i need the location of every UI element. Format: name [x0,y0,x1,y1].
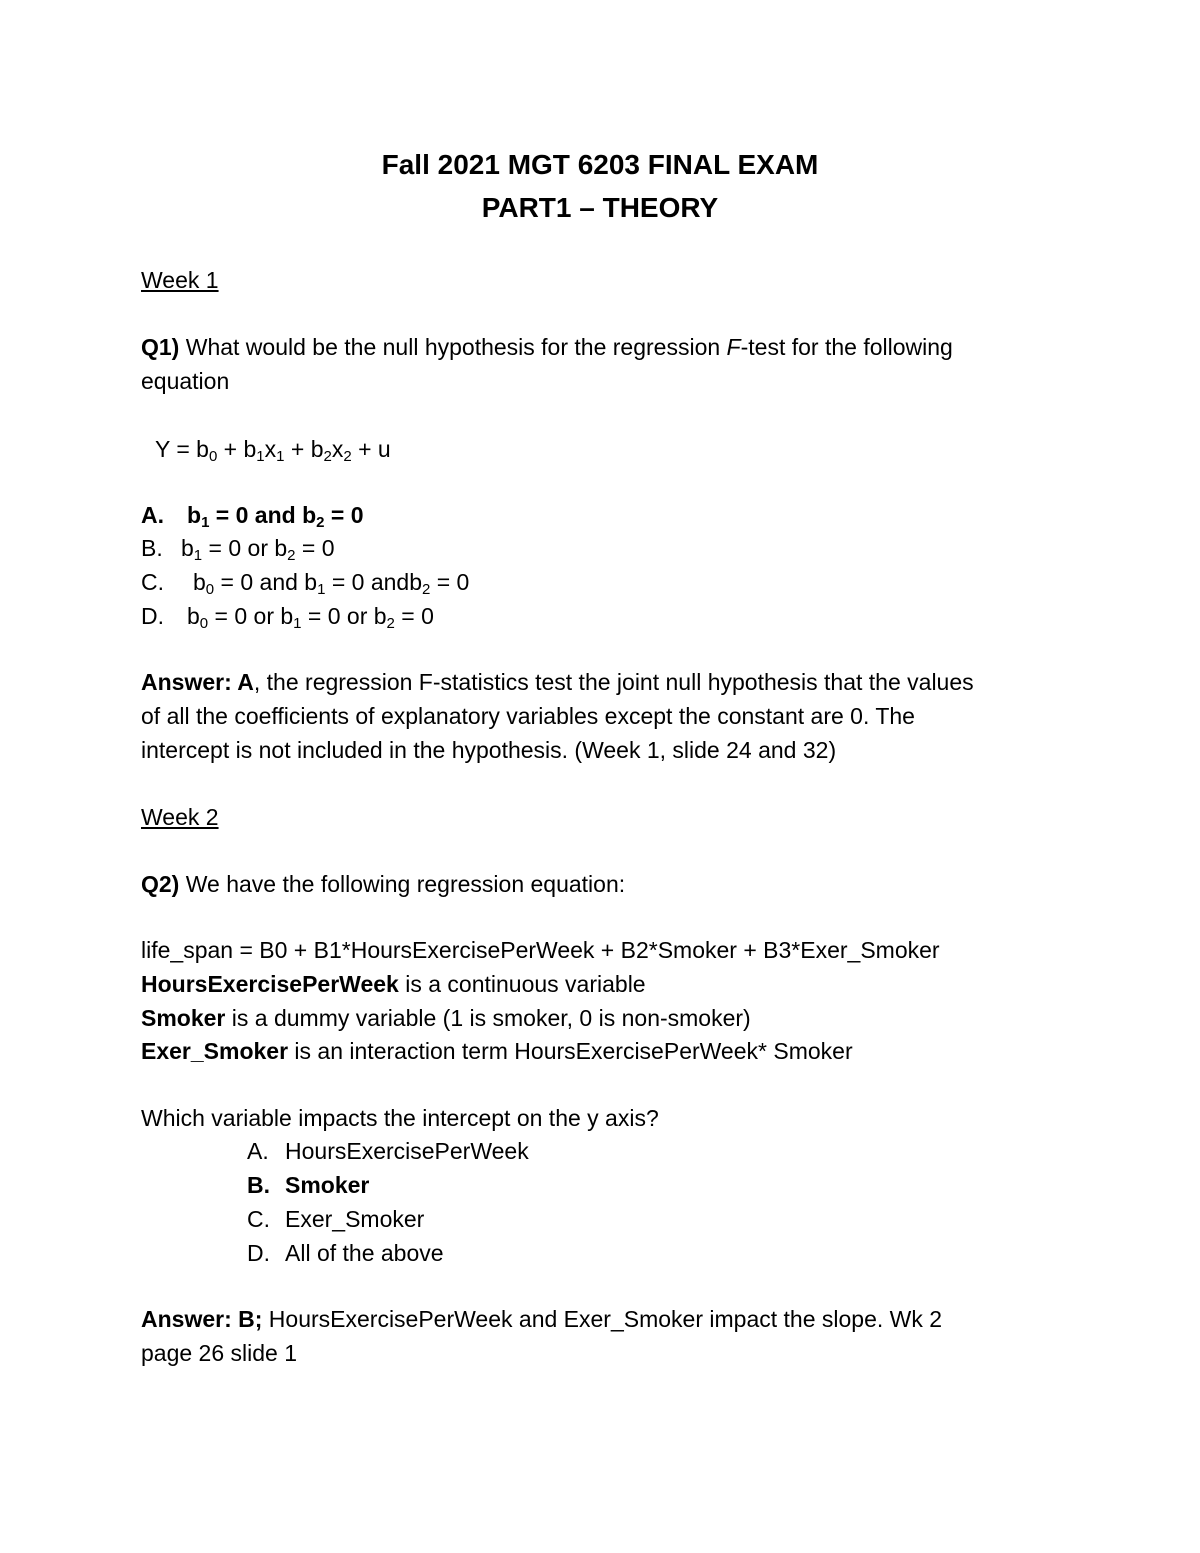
q2-option-c: C. Exer_Smoker [247,1206,425,1232]
q2-label: Q2) [141,871,180,897]
q2-answer-label: Answer: B; [141,1306,263,1332]
q1-answer-label: Answer: A [141,669,254,695]
q2-equation: life_span = B0 + B1*HoursExercisePerWeek + B2*Smoker + B3*Exer_Smoker [141,937,940,963]
q1-equation: $Y = b_0 + b_1x_1 + b_2x_2 + u$ [155,436,391,465]
q1-label: Q1) [141,334,180,360]
q2-answer-line2: page 26 slide 1 [141,1340,298,1366]
q2-answer-line1: Answer: B; HoursExercisePerWeek and Exer_Smoker impact the slope. Wk 2 [141,1306,943,1332]
week1-heading: Week 1 [141,267,219,293]
q2-def-exer-smoker: Exer_Smoker is an interaction term HoursExercisePerWeek* Smoker [141,1038,853,1064]
q1-option-a: A. $b_1 = 0$ and $b_2 = 0$ [141,502,364,531]
q1-text-line2: equation [141,368,230,394]
q2-def-hours: HoursExercisePerWeek is a continuous variable [141,971,646,997]
q2-option-d: D. All of the above [247,1240,444,1266]
week2-heading: Week 2 [141,804,219,830]
q2-question: Which variable impacts the intercept on the y axis? [141,1105,659,1131]
document-subtitle: PART1 – THEORY [481,192,719,223]
q2-option-a: A. HoursExercisePerWeek [247,1138,529,1164]
q1-option-c: C. $b_0 = 0$ and $b_1 = 0$ andb$_2$ = 0 [141,569,470,598]
q1-option-b: B. $b_1 = 0$ or $b_2 = 0$ [141,535,335,564]
q2-text: Q2) We have the following regression equation: [141,871,626,897]
q1-answer-line2: of all the coefficients of explanatory variables except the constant are 0. The [141,703,915,729]
q1-answer-line1: Answer: A, the regression F-statistics test the joint null hypothesis that the values [141,669,974,695]
q1-text: Q1) What would be the null hypothesis for the regression F-test for the following [141,334,953,360]
q1-answer-line3: intercept is not included in the hypothesis. (Week 1, slide 24 and 32) [141,737,837,763]
q2-option-b: B. Smoker [247,1172,370,1198]
document-title: Fall 2021 MGT 6203 FINAL EXAM [381,149,819,180]
q2-def-smoker: Smoker is a dummy variable (1 is smoker, 0 is non-smoker) [141,1005,751,1031]
q1-option-d: D. $b_0 = 0$ or $b_1 = 0$ or $b_2 = 0$ [141,603,434,632]
